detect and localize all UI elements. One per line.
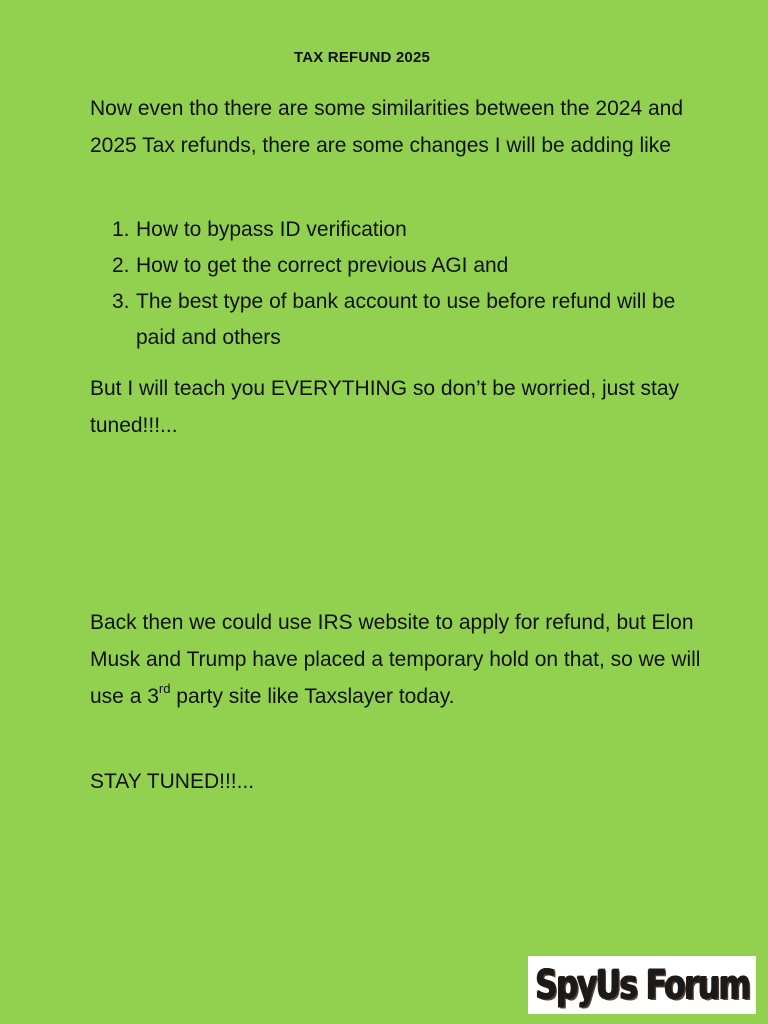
closing-line: STAY TUNED!!!... [90,770,255,793]
list-item [112,284,702,356]
list-item-number: 1. [112,218,130,241]
document-title: TAX REFUND 2025 [293,49,431,66]
list-item-number: 2. [112,254,130,277]
irs-text-before: Back then we could use IRS website to apply for refund, but Elon Musk and Trump have placed a temporary hold on that, so we will use a 3 [90,611,701,708]
ordinal-superscript: rd [158,681,171,696]
list-item-number: 3. [112,290,130,313]
list-item-text: How to bypass ID verification [136,218,407,241]
changes-list [112,212,702,356]
irs-paragraph [90,604,710,715]
list-item [112,248,702,284]
list-item-text: How to get the correct previous AGI and [136,254,509,277]
irs-text-after: party site like Taxslayer today. [170,685,455,708]
list-item [112,212,702,248]
intro-paragraph: Now even tho there are some similarities between the 2024 and 2025 Tax refunds, there are some changes I will be adding like [90,97,684,157]
teach-paragraph: But I will teach you EVERYTHING so don’t be worried, just stay tuned!!!... [90,377,680,437]
logo-text: SpyUs Forum [534,962,750,1008]
list-item-text: The best type of bank account to use before refund will be paid and others [136,290,676,349]
spyus-forum-logo [528,956,756,1014]
